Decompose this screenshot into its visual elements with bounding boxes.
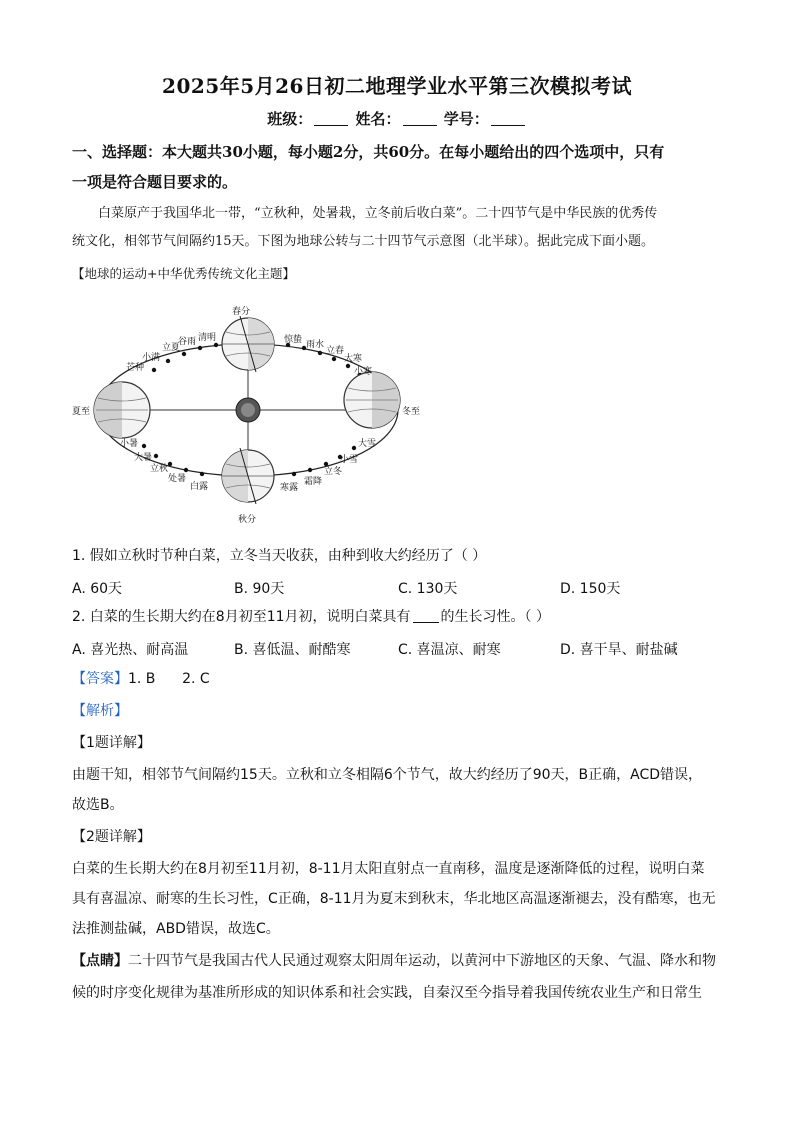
label-spring-equinox: 春分	[232, 307, 251, 317]
q2-stem-before: 2. 白菜的生长期大约在8月初至11月初，说明白菜具有	[72, 609, 411, 625]
q2-answer-blank[interactable]	[413, 608, 439, 623]
name-label: 姓名：	[355, 110, 401, 128]
label-qingming: 清明	[198, 333, 217, 343]
topic-tag: 【地球的运动+中华优秀传统文化主题】	[72, 266, 295, 281]
q2-analysis-line-2: 具有喜温凉、耐寒的生长习性，C正确，8-11月为夏末到秋末，华北地区高温逐渐褪去，没有酷寒，也无	[72, 891, 716, 907]
label-lichun: 立春	[326, 346, 345, 356]
label-xiaoshu: 小暑	[120, 439, 139, 449]
name-blank[interactable]	[403, 111, 437, 126]
earth-spring-icon	[222, 316, 274, 372]
label-autumn-equinox: 秋分	[238, 515, 257, 525]
q2-stem-after: 的生长习性。（ ）	[440, 609, 550, 625]
q1-option-d[interactable]: D. 150天	[560, 581, 621, 597]
earth-winter-icon	[344, 372, 400, 428]
label-chushu: 处暑	[168, 474, 187, 484]
q1-analysis-line-1: 由题干知，相邻节气间隔约15天。立秋和立冬相隔6个节气，故大约经历了90天，B正确，ACD错误，	[72, 767, 703, 783]
id-blank[interactable]	[491, 111, 525, 126]
reading-passage	[72, 200, 722, 256]
id-label: 学号：	[443, 110, 489, 128]
q2-option-c[interactable]: C. 喜温凉、耐寒	[398, 642, 501, 658]
q1-analysis-line-2: 故选B。	[72, 797, 124, 813]
question-2-options	[72, 639, 722, 659]
label-lixia: 立夏	[162, 343, 181, 353]
q1-analysis-heading: 【1题详解】	[72, 735, 151, 751]
comment-text-1: 二十四节气是我国古代人民通过观察太阳周年运动，以黄河中下游地区的天象、气温、降水和物	[128, 953, 716, 969]
earth-revolution-diagram	[72, 300, 442, 530]
page-title: 2025年5月26日初二地理学业水平第三次模拟考试	[162, 74, 632, 98]
answer-label: 【答案】	[72, 671, 128, 687]
q1-option-b[interactable]: B. 90天	[234, 581, 285, 597]
q2-option-a[interactable]: A. 喜光热、耐高温	[72, 642, 189, 658]
answer-line	[72, 664, 722, 694]
label-hanlu: 寒露	[280, 483, 299, 493]
question-2-stem	[72, 602, 722, 632]
question-1-stem: 1. 假如立秋时节种白菜，立冬当天收获，由种到收大约经历了（ ）	[72, 548, 487, 564]
label-winter-solstice: 冬至	[402, 407, 421, 417]
comment-label: 【点睛】	[72, 953, 128, 969]
label-dashu: 大暑	[134, 453, 153, 463]
section-one-line-2: 一项是符合题目要求的。	[72, 173, 238, 191]
label-xiaoman: 小满	[142, 353, 161, 363]
section-one-line-1: 一、选择题：本大题共30小题，每小题2分，共60分。在每小题给出的四个选项中，只有	[72, 143, 665, 161]
earth-summer-icon	[94, 382, 150, 438]
label-summer-solstice: 夏至	[72, 407, 91, 417]
label-dahan: 大寒	[344, 354, 363, 364]
label-jingzhe: 惊蛰	[284, 335, 303, 345]
label-mangzhong: 芒种	[126, 363, 145, 373]
q1-option-a[interactable]: A. 60天	[72, 581, 123, 597]
earth-autumn-icon	[222, 448, 274, 504]
label-lidong: 立冬	[324, 467, 343, 477]
sun-core	[241, 403, 255, 417]
q2-option-b[interactable]: B. 喜低温、耐酷寒	[234, 642, 351, 658]
label-daxue: 大雪	[358, 439, 377, 449]
q1-option-c[interactable]: C. 130天	[398, 581, 458, 597]
q2-analysis-line-1: 白菜的生长期大约在8月初至11月初，8-11月太阳直射点一直南移，温度是逐渐降低的过程，说明白菜	[72, 861, 705, 877]
question-1-options	[72, 578, 722, 598]
passage-line-1: 白菜原产于我国华北一带，“立秋种，处暑栽，立冬前后收白菜”。二十四节气是中华民族的优秀传	[98, 206, 658, 221]
comment-line-2: 候的时序变化规律为基准所形成的知识体系和社会实践，自秦汉至今指导着我国传统农业生产和日常生	[72, 985, 702, 1001]
section-one-instructions	[72, 137, 722, 197]
label-xiaohan: 小寒	[354, 367, 373, 377]
student-info-line	[0, 108, 794, 129]
label-xiaoxue: 小雪	[340, 455, 359, 465]
class-blank[interactable]	[314, 111, 348, 126]
label-shuangjiang: 霜降	[304, 477, 323, 487]
label-liqiu: 立秋	[150, 464, 169, 474]
comment-line-1	[72, 946, 722, 976]
label-bailu: 白露	[190, 482, 209, 492]
q2-option-d[interactable]: D. 喜干旱、耐盐碱	[560, 642, 678, 658]
passage-line-2: 统文化，相邻节气间隔约15天。下图为地球公转与二十四节气示意图（北半球）。据此完成下面小题。	[72, 234, 655, 249]
analysis-label: 【解析】	[72, 703, 128, 719]
answer-text: 1. B 2. C	[128, 671, 210, 687]
label-guyu: 谷雨	[178, 337, 197, 347]
label-yushui: 雨水	[306, 340, 325, 350]
q2-analysis-heading: 【2题详解】	[72, 829, 151, 845]
class-label: 班级：	[267, 110, 313, 128]
q2-analysis-line-3: 法推测盐碱，ABD错误，故选C。	[72, 921, 280, 937]
